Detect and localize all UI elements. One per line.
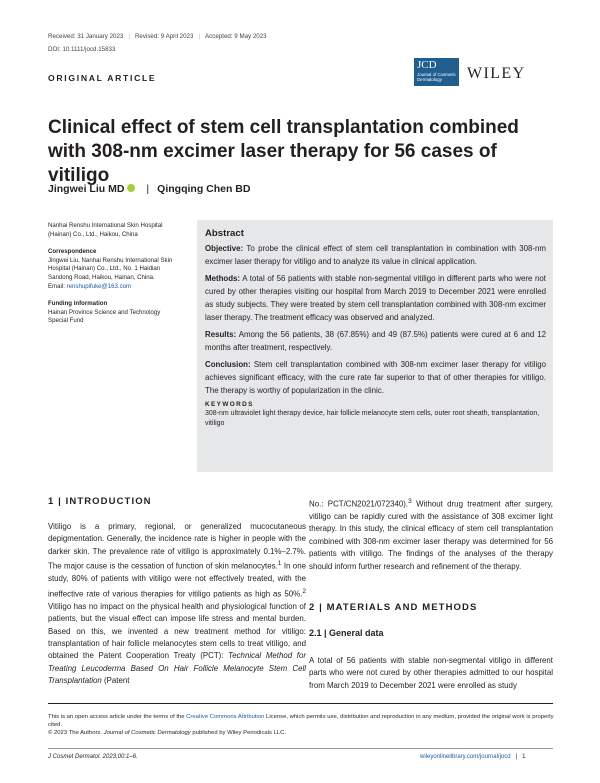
date-separator: | (128, 33, 130, 40)
revised-date: Revised: 9 April 2023 (134, 33, 194, 40)
license-text: This is an open access article under the terms of the (48, 714, 187, 720)
objective-label: Objective: (205, 244, 244, 253)
author-separator: | (146, 183, 150, 195)
date-separator: | (198, 33, 201, 40)
email-label: Email: (48, 282, 67, 290)
general-data-text (309, 655, 553, 692)
correspondence-heading: Correspondence (48, 248, 97, 256)
introduction-text-left (48, 521, 306, 688)
results-text: Among the 56 patients, 38 (67.85%) and 49 (87.5%) patients were cured at 6 and 12 months after treatment, respectively. (205, 330, 546, 352)
introduction-paragraph (48, 521, 306, 688)
intro-text: No.: PCT/CN2021/072340). (309, 499, 409, 509)
patent-title: Technical Method for Treating Leucoderma Based On Hair Follicle Melanocyte Stem Cell Transplantation (48, 651, 306, 686)
correspondence-address: Jingwei Liu, Nanhai Renshu International Skin Hospital (Hainan) Co., Ltd., No. 1 Haidian Sandong Road, Haikou, Hainan, China. (48, 256, 173, 281)
funding-heading: Funding information (48, 300, 108, 308)
section-heading-introduction: 1 | INTRODUCTION (48, 496, 152, 507)
keywords-heading: KEYWORDS (205, 401, 254, 408)
abstract-box (197, 220, 553, 472)
conclusion-label: Conclusion: (205, 360, 251, 369)
article-type: ORIGINAL ARTICLE (48, 73, 157, 83)
abstract-heading: Abstract (205, 228, 244, 239)
results-label: Results: (205, 330, 237, 339)
author-list (48, 183, 250, 195)
subsection-heading-general-data: 2.1 | General data (309, 628, 384, 638)
license-link[interactable]: Creative Commons Attribution (186, 714, 265, 720)
section-heading-materials-methods: 2 | MATERIALS AND METHODS (309, 602, 478, 613)
journal-logo-name: Journal of Cosmetic Dermatology (417, 72, 456, 82)
intro-text: Without drug treatment after surgery, vitiligo can be rapidly cured with the assistance of 308 excimer light therapy. In this study, the clinical efficacy of stem cell transplantation combined with 308-nm excimer laser therapy was determined for 56 patients with vitiligo. The findings of the analyses of the therapy should inform further research and refinement of the therapy. (309, 499, 553, 571)
introduction-paragraph (309, 496, 553, 573)
page-footer-right (420, 754, 526, 760)
journal-name: Journal of Cosmetic Dermatology (103, 730, 191, 737)
introduction-text-right (309, 496, 553, 573)
general-data-paragraph: A total of 56 patients with stable non-segmental vitiligo in different parts who were not cured by other therapies admitted to our hospital from March 2019 to December 2021 were enrolled as study (309, 656, 553, 690)
article-title: Clinical effect of stem cell transplantation combined with 308-nm excimer laser therapy for 56 cases of vitiligo (48, 117, 519, 186)
copyright-text: © 2023 The Authors. (48, 730, 104, 737)
conclusion-text: Stem cell transplantation combined with 308-nm excimer laser therapy for vitiligo achieves significant efficacy, with the cure rate far superior to that of other therapies for vitiligo. The therapy is worthy of popularization in the clinic. (205, 360, 546, 395)
journal-logo-abbr: JCD (417, 59, 437, 71)
license-text: License, which permits use, distribution and reproduction in any medium, provided the original work is properly cited. (48, 714, 554, 729)
publisher-logo[interactable]: WILEY (467, 65, 526, 82)
license-footnote (48, 713, 558, 738)
author-info-sidebar (48, 222, 180, 326)
journal-website-link[interactable]: wileyonlinelibrary.com/journal/jocd (420, 754, 511, 760)
orcid-icon[interactable] (127, 184, 135, 192)
methods-text: A total of 56 patients with stable non-segmental vitiligo in different parts who were not cured by other therapies visiting our hospital from March 2019 to December 2021 were enrolled as study subjects. They were treated by stem cell transplantation combined with 308-nm excimer laser therapy. The treatment efficacy was observed and analyzed. (205, 274, 546, 322)
publication-dates (48, 33, 267, 40)
footer-separator: | (515, 754, 518, 760)
journal-logo[interactable] (414, 58, 459, 86)
reference-link[interactable]: 1 (277, 560, 282, 568)
reference-link[interactable]: 3 (408, 498, 412, 505)
abstract-conclusion (205, 358, 546, 397)
objective-text: To probe the clinical effect of stem cell transplantation in combination with 308-nm excimer laser therapy for vitiligo and to analyze its value in clinical application. (205, 244, 546, 266)
intro-text: (Patent (101, 676, 130, 686)
received-date: Received: 31 January 2023 (48, 33, 124, 40)
intro-text: Vitiligo is a primary, regional, or generalized mucocutaneous depigmentation. Generally, the incidence rate is higher in people with the darker skin. The prevalence rate of vitiligo is approximately 0.1%–2.7%. The major cause is the cessation of function of skin melanocytes. (48, 522, 306, 571)
journal-citation: J Cosmet Dermatol. 2023;00:1–6. (48, 754, 138, 760)
reference-link[interactable]: 2 (302, 587, 306, 595)
affiliation: Nanhai Renshu International Skin Hospital (Hainan) Co., Ltd., Haikou, China (48, 222, 163, 238)
abstract-methods (205, 272, 546, 324)
abstract-objective (205, 242, 546, 268)
keywords-list: 308-nm ultraviolet light therapy device, hair follicle melanocyte stem cells, outer root sheath, transplantation, vitiligo (205, 410, 540, 427)
email-link[interactable]: renshupifuke@163.com (66, 282, 132, 290)
page-footer-divider (48, 748, 553, 749)
funding-text: Hainan Province Science and Technology Special Fund (48, 308, 161, 325)
intro-text: In one study, 80% of patients with vitiligo were not effectively treated, with the ineffective rate of various therapies for vitiligo patients as high as 50%. (48, 561, 306, 599)
copyright-text: published by Wiley Periodicals LLC. (190, 730, 287, 737)
author-name[interactable]: Qingqing Chen BD (157, 183, 251, 195)
accepted-date: Accepted: 9 May 2023 (205, 33, 267, 40)
author-name[interactable]: Jingwei Liu MD (48, 183, 125, 195)
methods-label: Methods: (205, 274, 241, 283)
page-number: 1 (522, 754, 526, 760)
footnote-divider (48, 703, 553, 704)
doi[interactable]: DOI: 10.1111/jocd.15833 (48, 46, 116, 53)
abstract-results (205, 328, 546, 354)
intro-text: Vitiligo has no impact on the physical health and physiological function of patients, but the visual effect can impose life stress and mental burden. Based on this, we invented a new treatment method for vitiligo: transplantation of hair follicle melanocytes stem cells to treat vitiligo, and obtained the Patent Cooperation Treaty (PCT): (48, 601, 306, 661)
